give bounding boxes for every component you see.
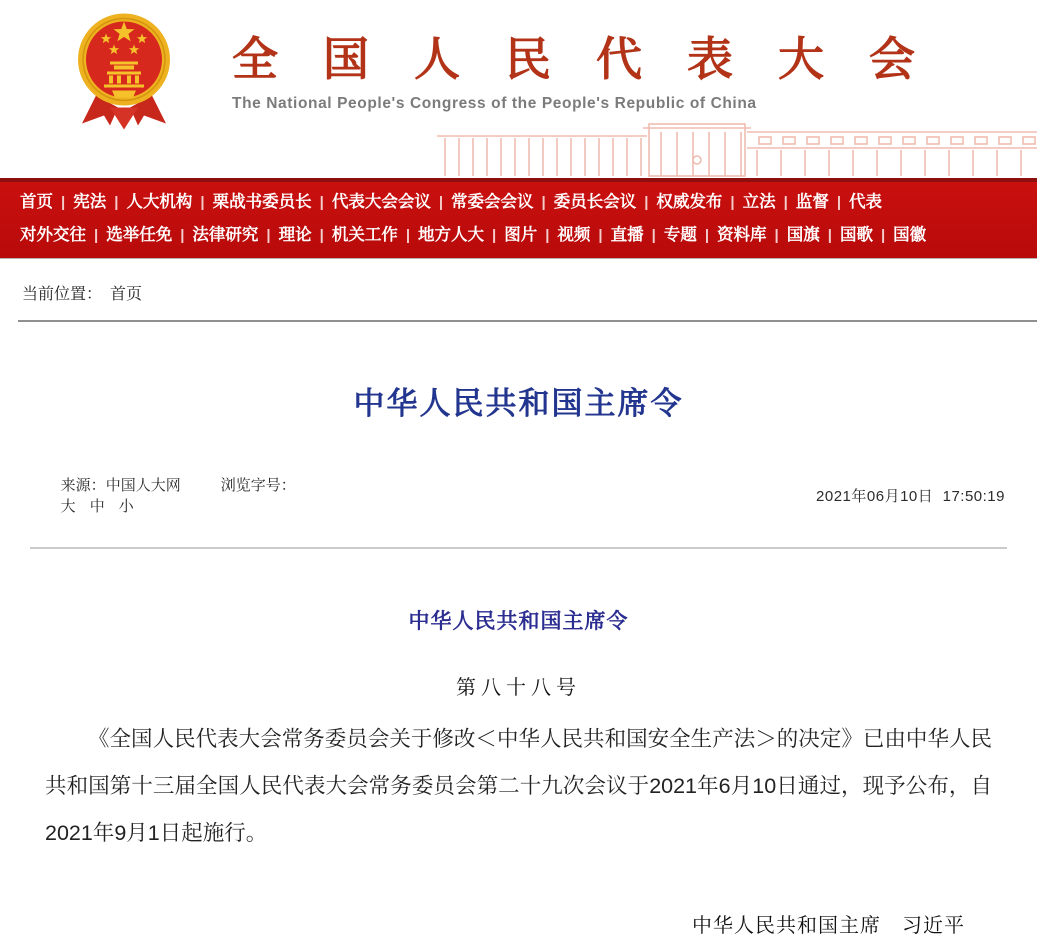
nav-separator: |: [266, 227, 271, 244]
nav-link[interactable]: 代表: [849, 193, 883, 211]
article-decree-number: 第八十八号: [456, 677, 581, 699]
font-size-option[interactable]: 小: [118, 498, 134, 515]
nav-separator: |: [94, 227, 99, 244]
nav-separator: |: [827, 227, 832, 244]
nav-link[interactable]: 委员长会议: [553, 193, 637, 211]
nav-link[interactable]: 机关工作: [331, 226, 398, 244]
source-value: 中国人大网: [105, 477, 181, 494]
nav-link[interactable]: 代表大会会议: [331, 193, 431, 211]
nav-separator: |: [180, 227, 185, 244]
nav-link[interactable]: 视频: [557, 226, 591, 244]
page-title: 中华人民共和国主席令: [353, 386, 684, 421]
nav-separator: |: [644, 194, 649, 211]
nav-link[interactable]: 选举任免: [106, 226, 173, 244]
nav-separator: |: [200, 194, 205, 211]
nav-separator: |: [598, 227, 603, 244]
nav-row-1: [20, 186, 1037, 219]
site-header: [0, 0, 1037, 178]
nav-link[interactable]: 宪法: [73, 193, 107, 211]
nav-separator: |: [651, 227, 656, 244]
great-hall-building-art: [437, 122, 1037, 178]
nav-separator: |: [61, 194, 66, 211]
nav-row-2: [20, 219, 1037, 252]
article-title: 中华人民共和国主席令: [408, 610, 629, 633]
nav-link[interactable]: 直播: [610, 226, 644, 244]
nav-separator: |: [836, 194, 842, 211]
font-size-options: [61, 498, 148, 515]
nav-link[interactable]: 国歌: [839, 226, 873, 244]
nav-separator: |: [492, 227, 497, 244]
source-label: 来源：: [60, 477, 106, 494]
nav-link[interactable]: 图片: [504, 226, 538, 244]
nav-separator: |: [880, 227, 886, 244]
nav-separator: |: [319, 227, 324, 244]
nav-link[interactable]: 法律研究: [192, 226, 259, 244]
nav-link[interactable]: 对外交往: [20, 226, 86, 244]
breadcrumb-home-link[interactable]: 首页: [110, 286, 143, 303]
nav-link[interactable]: 权威发布: [656, 193, 723, 211]
national-emblem-icon: [74, 6, 174, 134]
nav-separator: |: [319, 194, 324, 211]
nav-link[interactable]: 理论: [278, 226, 312, 244]
publish-datetime: 2021年06月10日 17:50:19: [816, 487, 1005, 505]
nav-separator: |: [438, 194, 444, 211]
font-size-option[interactable]: 大: [60, 498, 76, 515]
nav-link[interactable]: 地方人大: [418, 226, 485, 244]
breadcrumb: [18, 259, 1037, 322]
article-signature: 中华人民共和国主席 习近平: [692, 915, 965, 937]
nav-link[interactable]: 资料库: [717, 226, 767, 244]
article-body-paragraph: 《全国人民代表大会常务委员会关于修改＜中华人民共和国安全生产法＞的决定》已由中华人民共和国第十三届全国人民代表大会常务委员会第二十九次会议于2021年6月10日通过，现予公布，自2021年9月1日起施行。: [45, 727, 992, 845]
article-meta-row: [30, 457, 1007, 549]
nav-link[interactable]: 常委会会议: [451, 193, 534, 211]
nav-link[interactable]: 国徽: [893, 226, 927, 244]
font-size-option[interactable]: 中: [89, 498, 105, 515]
nav-link[interactable]: 人大机构: [126, 193, 193, 211]
nav-link[interactable]: 立法: [742, 193, 776, 211]
breadcrumb-label: 当前位置：: [22, 286, 103, 303]
nav-separator: |: [114, 194, 119, 211]
nav-separator: |: [405, 227, 411, 244]
nav-link[interactable]: 栗战书委员长: [212, 193, 312, 211]
nav-separator: |: [730, 194, 735, 211]
nav-separator: |: [545, 227, 550, 244]
main-navigation: [0, 178, 1037, 258]
nav-link[interactable]: 专题: [663, 226, 697, 244]
nav-link[interactable]: 监督: [795, 193, 829, 211]
site-subtitle: The National People's Congress of the People's Republic of China: [232, 94, 757, 112]
nav-separator: |: [541, 194, 546, 211]
nav-separator: |: [774, 227, 779, 244]
nav-link[interactable]: 国旗: [786, 226, 820, 244]
nav-separator: |: [783, 194, 788, 211]
font-size-label: 浏览字号：: [220, 477, 296, 494]
article-meta-left: [44, 457, 296, 533]
nav-link[interactable]: 首页: [20, 193, 53, 211]
site-title: 全国人民代表大会: [232, 33, 960, 85]
nav-separator: |: [704, 227, 710, 244]
